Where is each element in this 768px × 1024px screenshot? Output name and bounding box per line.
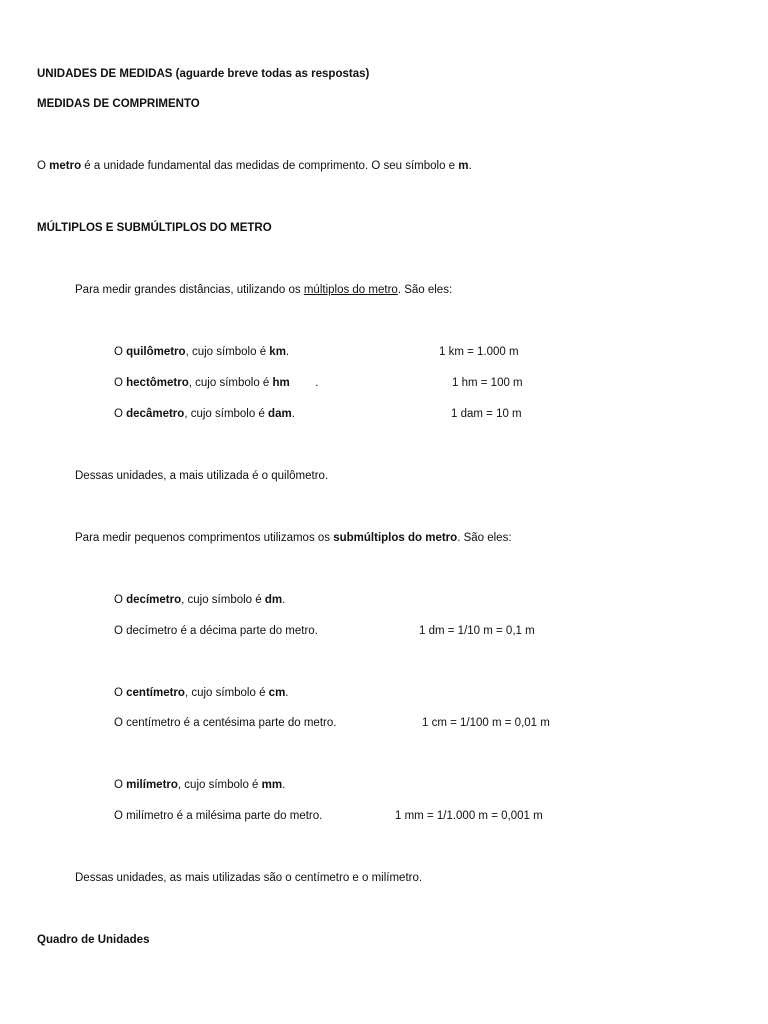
submultiples-intro: Para medir pequenos comprimentos utilizamos os submúltiplos do metro. São eles: [75, 532, 512, 544]
submultiple-equation-cm: 1 cm = 1/100 m = 0,01 m [422, 717, 550, 729]
submultiple-item-cm: O centímetro, cujo símbolo é cm. [114, 687, 289, 699]
units-table-heading: Quadro de Unidades [37, 934, 150, 946]
multiple-equation-dam: 1 dam = 10 m [451, 408, 522, 420]
intro-paragraph: O metro é a unidade fundamental das medidas de comprimento. O seu símbolo e m. [37, 160, 472, 172]
submultiple-item-dm: O decímetro, cujo símbolo é dm. [114, 594, 286, 606]
multiples-link: múltiplos do metro [303, 284, 398, 296]
submultiple-desc-cm: O centímetro é a centésima parte do metro. [114, 717, 337, 729]
multiple-item-km: O quilômetro, cujo símbolo é km. [114, 346, 290, 358]
multiple-equation-hm: 1 hm = 100 m [452, 377, 523, 389]
intro-symbol: m [458, 160, 469, 172]
document-title: UNIDADES DE MEDIDAS (aguarde breve todas as respostas) [37, 68, 370, 80]
submultiples-term: submúltiplos do metro [333, 532, 458, 544]
intro-term: metro [49, 160, 82, 172]
submultiple-equation-dm: 1 dm = 1/10 m = 0,1 m [419, 625, 535, 637]
submultiples-summary: Dessas unidades, as mais utilizadas são o centímetro e o milímetro. [75, 872, 423, 884]
submultiple-item-mm: O milímetro, cujo símbolo é mm. [114, 779, 286, 791]
submultiple-equation-mm: 1 mm = 1/1.000 m = 0,001 m [395, 810, 543, 822]
multiple-equation-km: 1 km = 1.000 m [439, 346, 519, 358]
multiples-intro: Para medir grandes distâncias, utilizando os múltiplos do metro. São eles: [75, 284, 453, 296]
multiples-heading: MÚLTIPLOS E SUBMÚLTIPLOS DO METRO [37, 222, 272, 234]
submultiple-desc-mm: O milímetro é a milésima parte do metro. [114, 810, 323, 822]
section-subtitle: MEDIDAS DE COMPRIMENTO [37, 98, 200, 110]
multiple-item-hm: O hectômetro, cujo símbolo é hm . [114, 377, 319, 389]
multiples-summary: Dessas unidades, a mais utilizada é o quilômetro. [75, 470, 329, 482]
multiple-item-dam: O decâmetro, cujo símbolo é dam. [114, 408, 295, 420]
submultiple-desc-dm: O decímetro é a décima parte do metro. [114, 625, 318, 637]
